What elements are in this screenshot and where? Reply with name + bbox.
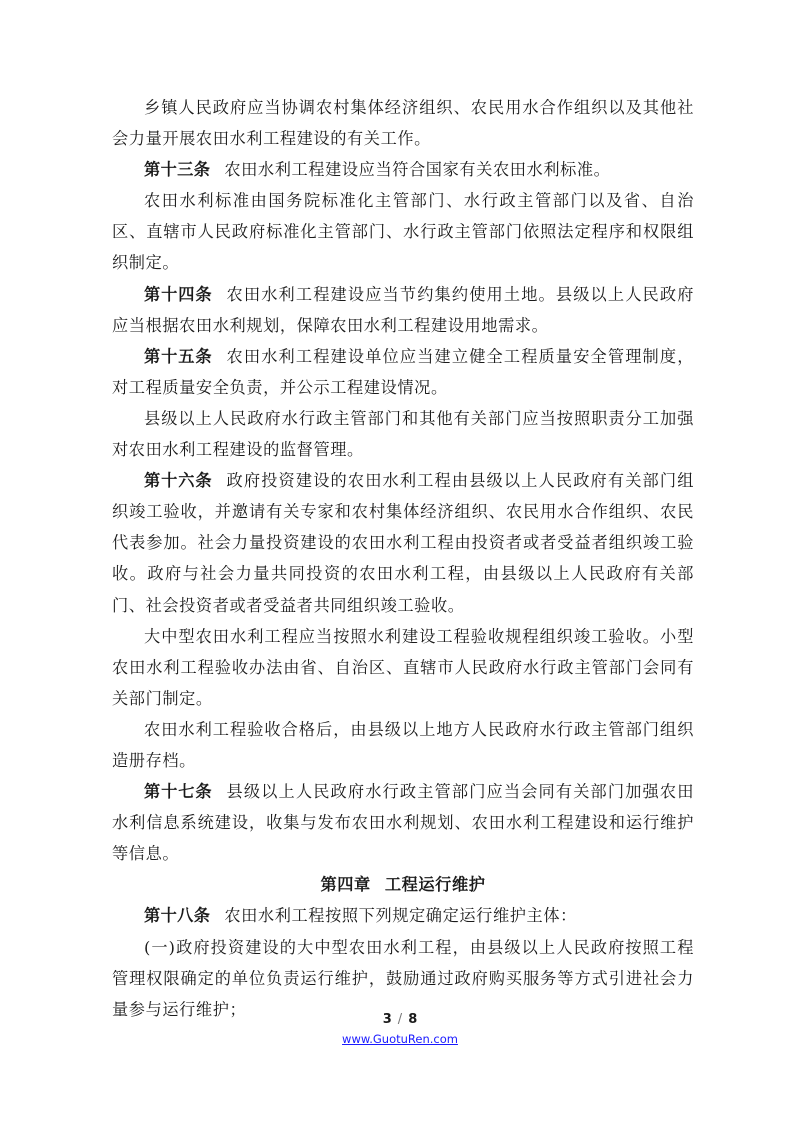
paragraph: 农田水利工程验收合格后，由县级以上地方人民政府水行政主管部门组织造册存档。 — [112, 719, 694, 770]
article-number: 第十五条 — [144, 346, 213, 366]
article-14: 第十四条 农田水利工程建设应当节约集约使用土地。县级以上人民政府应当根据农田水利规划，保障农田水利工程建设用地需求。 — [112, 284, 694, 335]
article-17: 第十七条 县级以上人民政府水行政主管部门应当会同有关部门加强农田水利信息系统建设，收集与发布农田水利规划、农田水利工程建设和运行维护等信息。 — [112, 782, 694, 864]
article-18: 第十八条 农田水利工程按照下列规定确定运行维护主体： — [144, 906, 577, 926]
chapter-heading — [112, 869, 694, 900]
page-footer — [0, 1010, 800, 1048]
article-16: 第十六条 政府投资建设的农田水利工程由县级以上人民政府有关部门组织竣工验收，并邀请有关专家和农村集体经济组织、农民用水合作组织、农民代表参加。社会力量投资建设的农田水利工程由投资者或者受益者组织竣工验收。政府与社会力量共同投资的农田水利工程，由县级以上人民政府有关部门、社会投资者或者受益者共同组织竣工验收。 — [112, 471, 694, 615]
page-number: 3 / 8 — [382, 1012, 418, 1027]
document-body — [112, 92, 694, 1025]
paragraph: 大中型农田水利工程应当按照水利建设工程验收规程组织竣工验收。小型农田水利工程验收办法由省、自治区、直辖市人民政府水行政主管部门会同有关部门制定。 — [112, 626, 694, 708]
paragraph: 乡镇人民政府应当协调农村集体经济组织、农民用水合作组织以及其他社会力量开展农田水利工程建设的有关工作。 — [112, 98, 694, 149]
paragraph: 县级以上人民政府水行政主管部门和其他有关部门应当按照职责分工加强对农田水利工程建设的监督管理。 — [112, 408, 694, 460]
article-number: 第十六条 — [144, 471, 213, 491]
chapter-number: 第四章 — [320, 875, 371, 895]
article-number: 第十四条 — [144, 284, 213, 304]
site-link[interactable]: www.GuotuRen.com — [342, 1032, 458, 1046]
paragraph: (一)政府投资建设的大中型农田水利工程，由县级以上人民政府按照工程管理权限确定的单位负责运行维护，鼓励通过政府购买服务等方式引进社会力量参与运行维护； — [112, 937, 694, 1019]
article-number: 第十八条 — [144, 906, 211, 926]
paragraph: 农田水利标准由国务院标准化主管部门、水行政主管部门以及省、自治区、直辖市人民政府标准化主管部门、水行政主管部门依照法定程序和权限组织制定。 — [112, 191, 694, 273]
article-15: 第十五条 农田水利工程建设单位应当建立健全工程质量安全管理制度，对工程质量安全负责，并公示工程建设情况。 — [112, 346, 694, 397]
article-number: 第十三条 — [144, 160, 211, 180]
article-number: 第十七条 — [144, 782, 213, 802]
article-13: 第十三条 农田水利工程建设应当符合国家有关农田水利标准。 — [144, 160, 611, 180]
chapter-title: 工程运行维护 — [384, 875, 486, 895]
